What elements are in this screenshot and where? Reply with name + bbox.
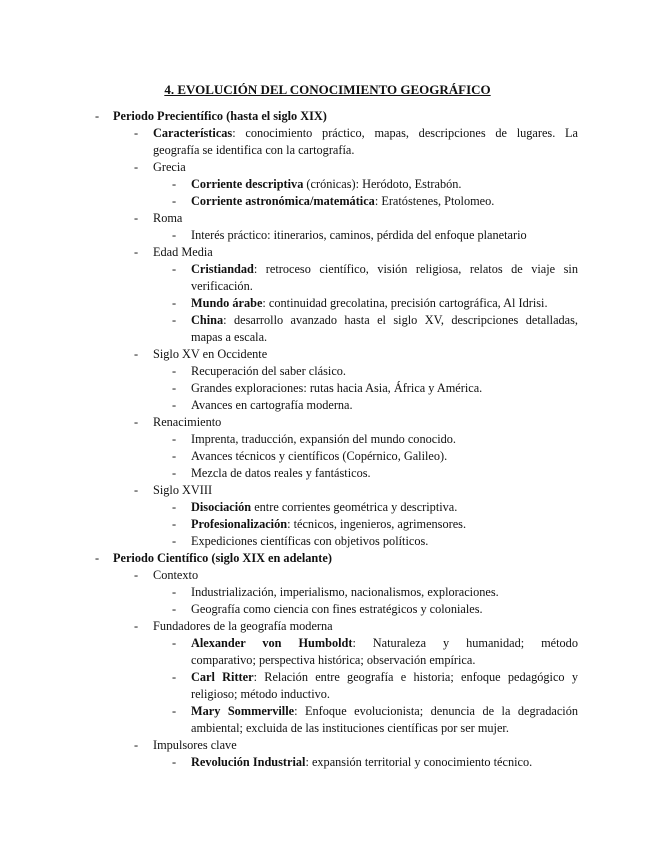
bullet-dash: -	[172, 432, 177, 446]
item-text: : expansión territorial y conocimiento técnico.	[305, 755, 533, 769]
bullet-dash: -	[172, 670, 177, 684]
item-text: : continuidad grecolatina, precisión cartográfica, Al Idrisi.	[262, 296, 548, 310]
list-item	[191, 669, 578, 686]
section-heading	[113, 550, 332, 567]
item-text-continued: verificación.	[191, 279, 253, 293]
list-item	[191, 312, 578, 329]
list-item: Avances técnicos y científicos (Copérnico, Galileo).	[191, 449, 448, 463]
bullet-dash: -	[134, 126, 139, 140]
bullet-dash: -	[172, 517, 177, 531]
item-text-continued: religioso; método inductivo.	[191, 687, 331, 701]
bold-term: China	[191, 313, 224, 327]
bullet-dash: -	[172, 534, 177, 548]
list-item	[191, 193, 494, 210]
subsection-label: Edad Media	[153, 245, 213, 259]
bold-term: Mary Sommerville	[191, 704, 295, 718]
item-text: : retroceso científico, visión religiosa, relatos de viaje sin	[253, 262, 578, 276]
bold-term: Corriente astronómica/matemática	[191, 194, 375, 208]
item-text: entre corrientes geométrica y descriptiva.	[251, 500, 458, 514]
section-heading	[113, 108, 327, 125]
bullet-dash: -	[172, 704, 177, 718]
bullet-dash: -	[172, 636, 177, 650]
bullet-dash: -	[172, 500, 177, 514]
bold-term: Mundo árabe	[191, 296, 263, 310]
bullet-dash: -	[172, 177, 177, 191]
list-item: Mezcla de datos reales y fantásticos.	[191, 466, 371, 480]
list-item: Grandes exploraciones: rutas hacia Asia, África y América.	[191, 381, 483, 395]
list-item	[191, 635, 578, 652]
bullet-dash: -	[95, 551, 100, 565]
item-text: : Eratóstenes, Ptolomeo.	[374, 194, 495, 208]
list-item: Interés práctico: itinerarios, caminos, pérdida del enfoque planetario	[191, 228, 527, 242]
item-text: : desarrollo avanzado hasta el siglo XV, descripciones detalladas,	[223, 313, 578, 327]
subsection-label: Roma	[153, 211, 183, 225]
bullet-dash: -	[95, 109, 100, 123]
bullet-dash: -	[134, 160, 139, 174]
item-text-continued: ambiental; excluida de las instituciones científicas por ser mujer.	[191, 721, 509, 735]
bullet-dash: -	[134, 738, 139, 752]
bold-term: Alexander von Humboldt	[191, 636, 353, 650]
list-item	[191, 499, 457, 516]
bullet-dash: -	[172, 381, 177, 395]
bold-term: Cristiandad	[191, 262, 254, 276]
bullet-dash: -	[134, 483, 139, 497]
subsection-label: Siglo XV en Occidente	[153, 347, 268, 361]
bullet-dash: -	[134, 415, 139, 429]
bullet-dash: -	[172, 466, 177, 480]
period1-heading: Periodo Precientífico (hasta el siglo XIX)	[113, 109, 327, 123]
list-item: Expediciones científicas con objetivos políticos.	[191, 534, 429, 548]
subsection-label: Fundadores de la geografía moderna	[153, 619, 333, 633]
bullet-dash: -	[134, 245, 139, 259]
list-item	[191, 295, 548, 312]
bullet-dash: -	[172, 364, 177, 378]
bold-term: Características	[153, 126, 233, 140]
list-item: Geografía como ciencia con fines estratégicos y coloniales.	[191, 602, 483, 616]
subsection-label: Siglo XVIII	[153, 483, 213, 497]
item-text-continued: comparativo; perspectiva histórica; observación empírica.	[191, 653, 476, 667]
list-item	[191, 703, 578, 720]
list-item: Imprenta, traducción, expansión del mundo conocido.	[191, 432, 456, 446]
list-item	[191, 261, 578, 278]
item-text-continued: geografía se identifica con la cartografía.	[153, 143, 355, 157]
list-item: Recuperación del saber clásico.	[191, 364, 347, 378]
bold-term: Profesionalización	[191, 517, 288, 531]
item-text: : conocimiento práctico, mapas, descripciones de lugares. La	[232, 126, 578, 140]
bullet-dash: -	[134, 211, 139, 225]
item-text-continued: mapas a escala.	[191, 330, 268, 344]
bold-term: Disociación	[191, 500, 252, 514]
bullet-dash: -	[172, 228, 177, 242]
list-item: Industrialización, imperialismo, nacionalismos, exploraciones.	[191, 585, 499, 599]
bullet-dash: -	[172, 398, 177, 412]
list-item	[191, 176, 461, 193]
bullet-dash: -	[172, 449, 177, 463]
subsection-label: Grecia	[153, 160, 186, 174]
subsection-label: Contexto	[153, 568, 199, 582]
subsection-label: Renacimiento	[153, 415, 222, 429]
bold-term: Carl Ritter	[191, 670, 254, 684]
bullet-dash: -	[172, 313, 177, 327]
item-text: (crónicas): Heródoto, Estrabón.	[303, 177, 462, 191]
bullet-dash: -	[134, 347, 139, 361]
bold-term: Revolución Industrial	[191, 755, 306, 769]
item-text: : Enfoque evolucionista; denuncia de la degradación	[294, 704, 578, 718]
bullet-dash: -	[134, 619, 139, 633]
item-text: : Naturaleza y humanidad; método	[352, 636, 578, 650]
bullet-dash: -	[134, 568, 139, 582]
item-text: : técnicos, ingenieros, agrimensores.	[287, 517, 467, 531]
page-title: 4. EVOLUCIÓN DEL CONOCIMIENTO GEOGRÁFICO	[164, 82, 491, 97]
item-text: : Relación entre geografía e historia; enfoque pedagógico y	[253, 670, 578, 684]
list-item: Avances en cartografía moderna.	[191, 398, 353, 412]
subsection-label: Impulsores clave	[153, 738, 237, 752]
bullet-dash: -	[172, 296, 177, 310]
list-item	[191, 754, 532, 771]
bullet-dash: -	[172, 194, 177, 208]
bullet-dash: -	[172, 262, 177, 276]
list-item	[191, 516, 466, 533]
bullet-dash: -	[172, 585, 177, 599]
period2-heading: Periodo Científico (siglo XIX en adelante)	[113, 551, 332, 565]
bullet-dash: -	[172, 602, 177, 616]
list-item	[153, 125, 578, 142]
bullet-dash: -	[172, 755, 177, 769]
bold-term: Corriente descriptiva	[191, 177, 304, 191]
